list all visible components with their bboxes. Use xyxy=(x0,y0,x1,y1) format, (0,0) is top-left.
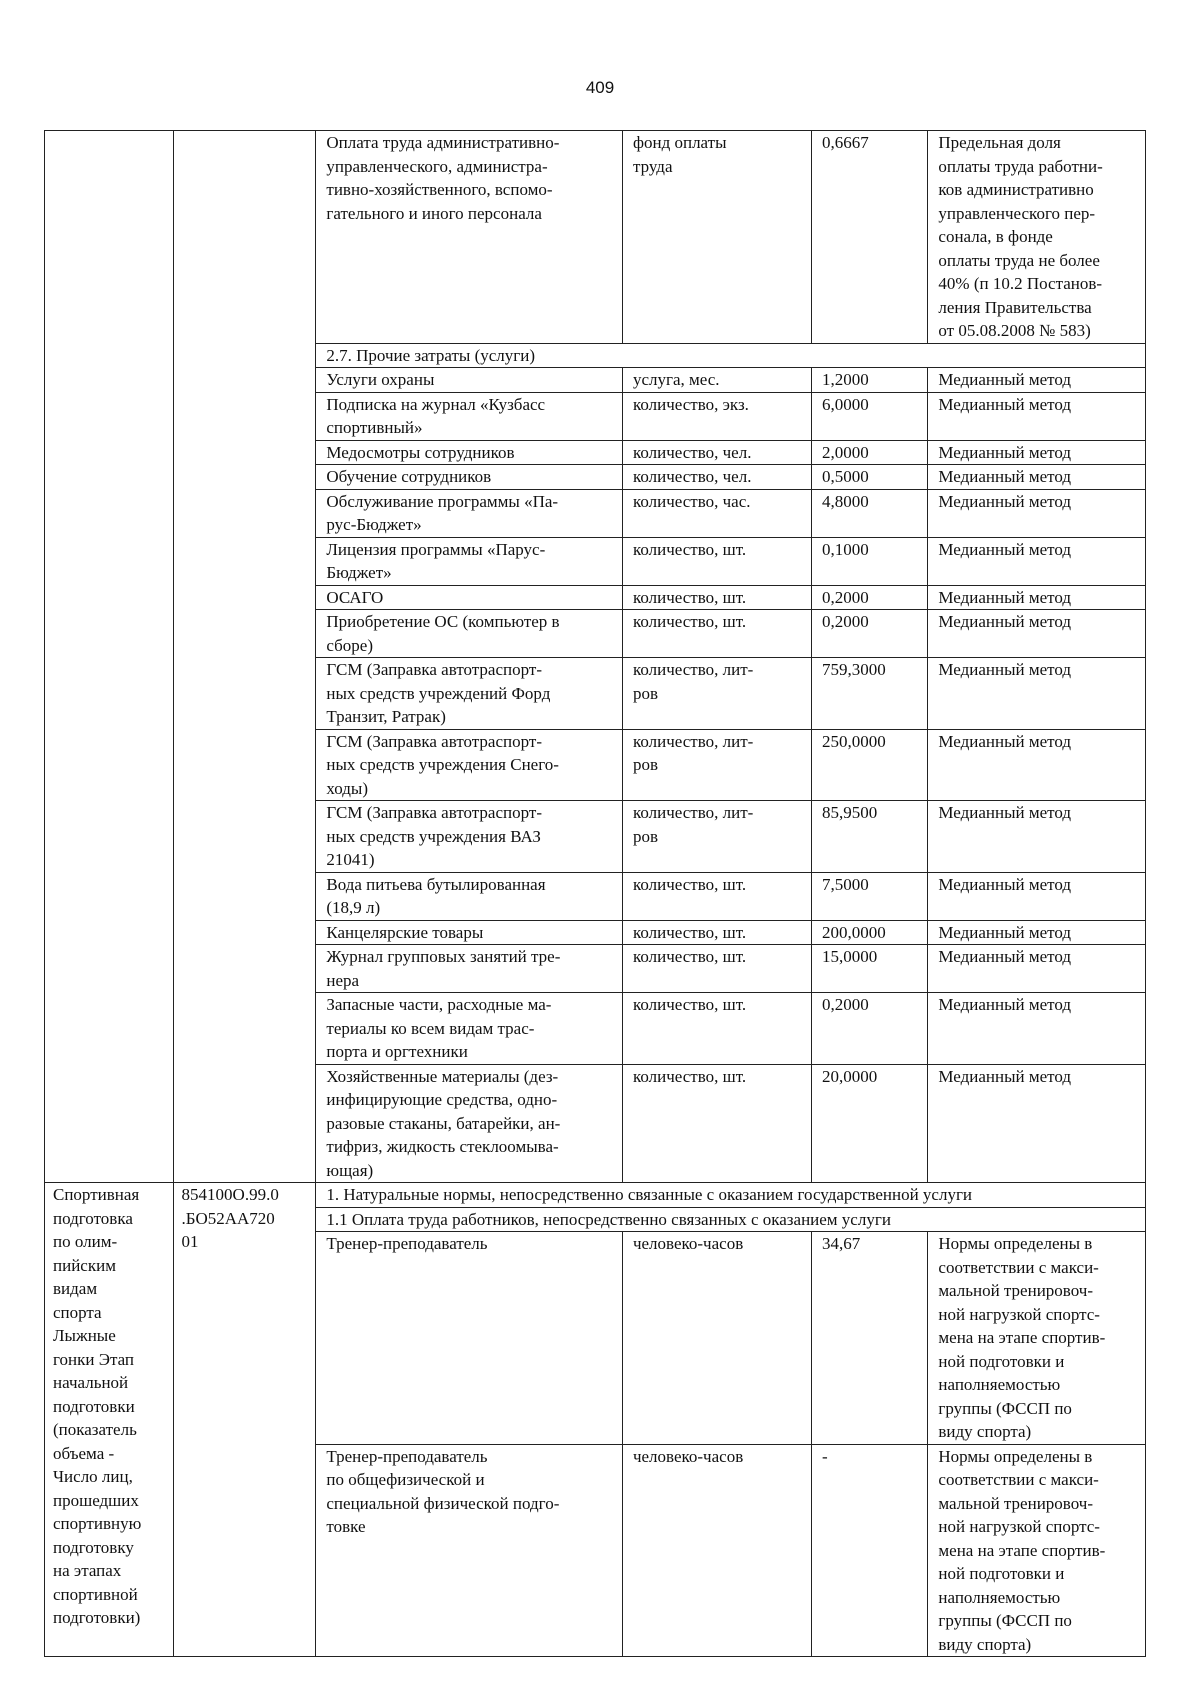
item-name: Услуги охраны xyxy=(316,368,623,393)
norms-table xyxy=(44,130,1146,1657)
item-unit: человеко-часов xyxy=(622,1444,811,1657)
item-unit: количество, шт. xyxy=(622,610,811,658)
item-value: 250,0000 xyxy=(811,729,927,801)
item-method: Медианный метод xyxy=(928,993,1146,1065)
item-method: Медианный метод xyxy=(928,872,1146,920)
item-unit: количество, шт. xyxy=(622,1064,811,1183)
item-name: Канцелярские товары xyxy=(316,920,623,945)
section-header-1: 1. Натуральные нормы, непосредственно связанные с оказанием государственной услуги xyxy=(316,1183,1146,1208)
item-unit: количество, шт. xyxy=(622,872,811,920)
item-name: Вода питьева бутылированная (18,9 л) xyxy=(316,872,623,920)
item-name: Тренер-преподаватель по общефизической и специальной физической подго- товке xyxy=(316,1444,623,1657)
item-name: Подписка на журнал «Кузбасс спортивный» xyxy=(316,392,623,440)
service-code-cell xyxy=(173,131,316,1183)
item-name: Оплата труда административно- управленческого, администра- тивно-хозяйственного, вспомо- гательного и иного персонала xyxy=(316,131,623,344)
item-name: Приобретение ОС (компьютер в сборе) xyxy=(316,610,623,658)
table-row xyxy=(45,1183,1146,1208)
item-unit: количество, чел. xyxy=(622,465,811,490)
item-method: Медианный метод xyxy=(928,392,1146,440)
item-name: Медосмотры сотрудников xyxy=(316,440,623,465)
item-method: Медианный метод xyxy=(928,465,1146,490)
item-value: 0,2000 xyxy=(811,610,927,658)
service-code: 854100О.99.0 .БО52АА720 01 xyxy=(173,1183,316,1657)
item-method: Медианный метод xyxy=(928,440,1146,465)
item-unit: количество, шт. xyxy=(622,920,811,945)
page-number: 409 xyxy=(585,78,615,97)
item-method: Нормы определены в соответствии с макси- мальной тренировоч- ной нагрузкой спортс- мена на этапе спортив- ной подготовки и наполняемостью группы (ФССП по виду спорта) xyxy=(928,1232,1146,1445)
item-unit: количество, шт. xyxy=(622,537,811,585)
item-unit: количество, шт. xyxy=(622,945,811,993)
item-value: 20,0000 xyxy=(811,1064,927,1183)
item-name: ГСМ (Заправка автотраспорт- ных средств учреждений Форд Транзит, Ратрак) xyxy=(316,658,623,730)
item-name: Журнал групповых занятий тре- нера xyxy=(316,945,623,993)
item-unit: человеко-часов xyxy=(622,1232,811,1445)
item-value: 4,8000 xyxy=(811,489,927,537)
item-name: Лицензия программы «Парус- Бюджет» xyxy=(316,537,623,585)
item-value: 0,1000 xyxy=(811,537,927,585)
item-method: Медианный метод xyxy=(928,585,1146,610)
item-unit: фонд оплаты труда xyxy=(622,131,811,344)
item-method: Медианный метод xyxy=(928,489,1146,537)
item-method: Медианный метод xyxy=(928,801,1146,873)
item-method: Медианный метод xyxy=(928,945,1146,993)
item-value: 15,0000 xyxy=(811,945,927,993)
item-unit: количество, экз. xyxy=(622,392,811,440)
item-name: ГСМ (Заправка автотраспорт- ных средств учреждения Снего- ходы) xyxy=(316,729,623,801)
service-name: Спортивная подготовка по олим- пийским видам спорта Лыжные гонки Этап начальной подготовки (показатель объема - Число лиц, прошедших спортивную подготовку на этапах спортивной подготовки) xyxy=(45,1183,174,1657)
item-value: 0,2000 xyxy=(811,585,927,610)
item-value: 0,5000 xyxy=(811,465,927,490)
item-name: Запасные части, расходные ма- териалы ко всем видам трас- порта и оргтехники xyxy=(316,993,623,1065)
item-method: Медианный метод xyxy=(928,920,1146,945)
item-method: Предельная доля оплаты труда работни- ков административно управленческого пер- сонала, в фонде оплаты труда не более 40% (п 10.2 Постанов- ления Правительства от 05.08.2008 № 583) xyxy=(928,131,1146,344)
item-value: 759,3000 xyxy=(811,658,927,730)
section-title: 2.7. Прочие затраты (услуги) xyxy=(316,343,1146,368)
item-method: Медианный метод xyxy=(928,368,1146,393)
item-value: 85,9500 xyxy=(811,801,927,873)
service-name-cell xyxy=(45,131,174,1183)
item-method: Медианный метод xyxy=(928,610,1146,658)
item-unit: количество, шт. xyxy=(622,585,811,610)
item-unit: количество, лит- ров xyxy=(622,729,811,801)
item-name: Хозяйственные материалы (дез- инфицирующие средства, одно- разовые стаканы, батарейки, ан- тифриз, жидкость стеклоомыва- ющая) xyxy=(316,1064,623,1183)
item-name: Тренер-преподаватель xyxy=(316,1232,623,1445)
item-value: 0,2000 xyxy=(811,993,927,1065)
item-unit: количество, шт. xyxy=(622,993,811,1065)
item-value: 6,0000 xyxy=(811,392,927,440)
item-value: 34,67 xyxy=(811,1232,927,1445)
item-name: ОСАГО xyxy=(316,585,623,610)
item-value: 200,0000 xyxy=(811,920,927,945)
table-row xyxy=(45,131,1146,344)
item-value: 1,2000 xyxy=(811,368,927,393)
item-unit: услуга, мес. xyxy=(622,368,811,393)
item-method: Медианный метод xyxy=(928,729,1146,801)
item-method: Медианный метод xyxy=(928,1064,1146,1183)
item-value: 2,0000 xyxy=(811,440,927,465)
item-unit: количество, чел. xyxy=(622,440,811,465)
item-name: Обучение сотрудников xyxy=(316,465,623,490)
item-unit: количество, лит- ров xyxy=(622,658,811,730)
item-name: Обслуживание программы «Па- рус-Бюджет» xyxy=(316,489,623,537)
item-value: - xyxy=(811,1444,927,1657)
section-header-2: 1.1 Оплата труда работников, непосредственно связанных с оказанием услуги xyxy=(316,1207,1146,1232)
item-value: 7,5000 xyxy=(811,872,927,920)
item-unit: количество, лит- ров xyxy=(622,801,811,873)
item-method: Медианный метод xyxy=(928,537,1146,585)
item-method: Нормы определены в соответствии с макси- мальной тренировоч- ной нагрузкой спортс- мена на этапе спортив- ной подготовки и наполняемостью группы (ФССП по виду спорта) xyxy=(928,1444,1146,1657)
item-unit: количество, час. xyxy=(622,489,811,537)
item-name: ГСМ (Заправка автотраспорт- ных средств учреждения ВАЗ 21041) xyxy=(316,801,623,873)
item-value: 0,6667 xyxy=(811,131,927,344)
item-method: Медианный метод xyxy=(928,658,1146,730)
